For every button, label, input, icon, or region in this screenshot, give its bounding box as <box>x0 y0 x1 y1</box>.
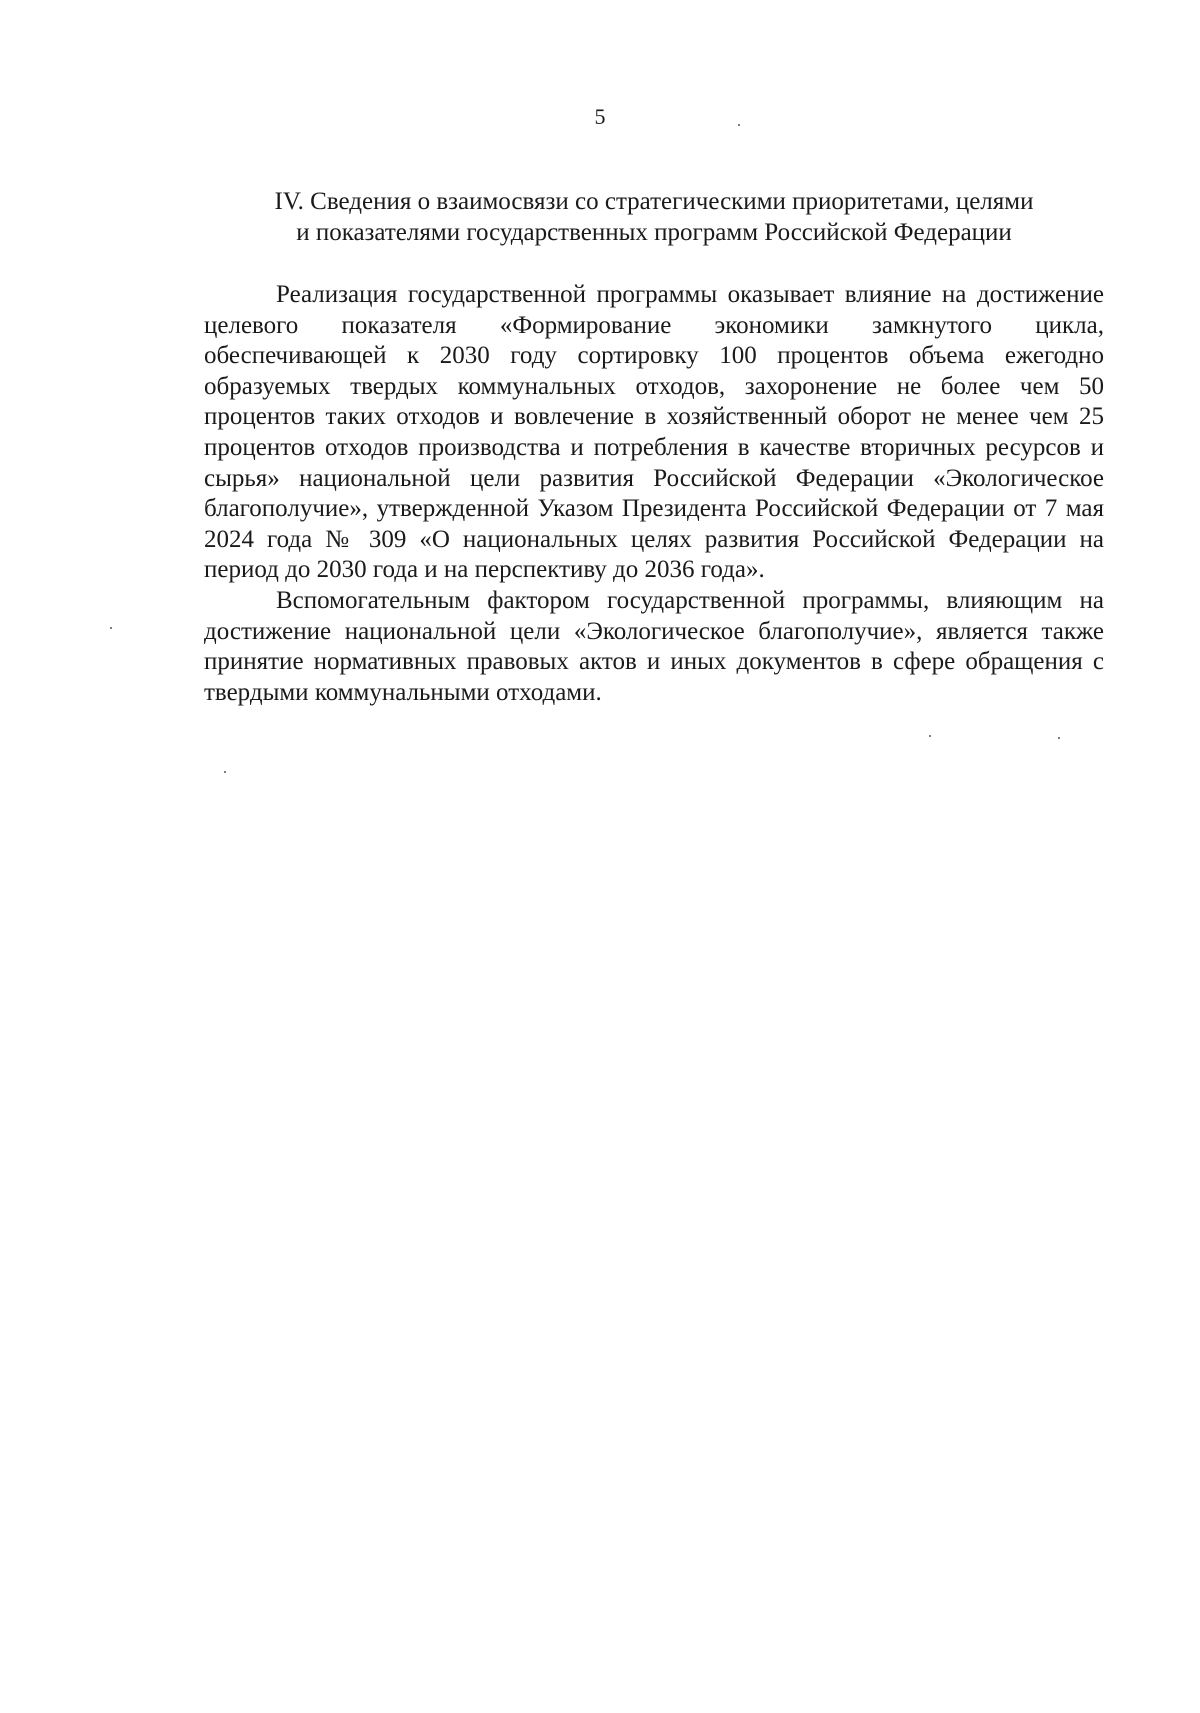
body-text <box>204 280 1104 708</box>
scan-speck <box>929 735 931 737</box>
paragraph-2: Вспомогательным фактором государственной программы, влияющим на достижение национальной цели «Экологическое благополучие», является также принятие нормативных правовых актов и иных документов в сфере обращения с твердыми коммунальными отходами. <box>204 586 1104 706</box>
section-heading-line-2: и показателями государственных программ Российской Федерации <box>296 219 1012 246</box>
scan-speck <box>224 771 226 773</box>
section-heading <box>204 186 1104 248</box>
scan-speck <box>1058 737 1060 739</box>
section-heading-line-1: IV. Сведения о взаимосвязи со стратегическими приоритетами, целями <box>274 188 1034 215</box>
scan-speck <box>110 627 112 629</box>
page-number: 5 <box>594 104 606 129</box>
scan-speck <box>738 124 740 126</box>
paragraph-1: Реализация государственной программы оказывает влияние на достижение целевого показателя «Формирование экономики замкнутого цикла, обеспечивающей к 2030 году сортировку 100 процентов объема ежегодно образуемых твердых коммунальных отходов, захоронение не более чем 50 процентов таких отходов и вовлечение в хозяйственный оборот не менее чем 25 процентов отходов производства и потребления в качестве вторичных ресурсов и сырья» национальной цели развития Российской Федерации «Экологическое благополучие», утвержденной Указом Президента Российской Федерации от 7 мая 2024 года № 309 «О национальных целях развития Российской Федерации на период до 2030 года и на перспективу до 2036 года». <box>204 281 1104 584</box>
